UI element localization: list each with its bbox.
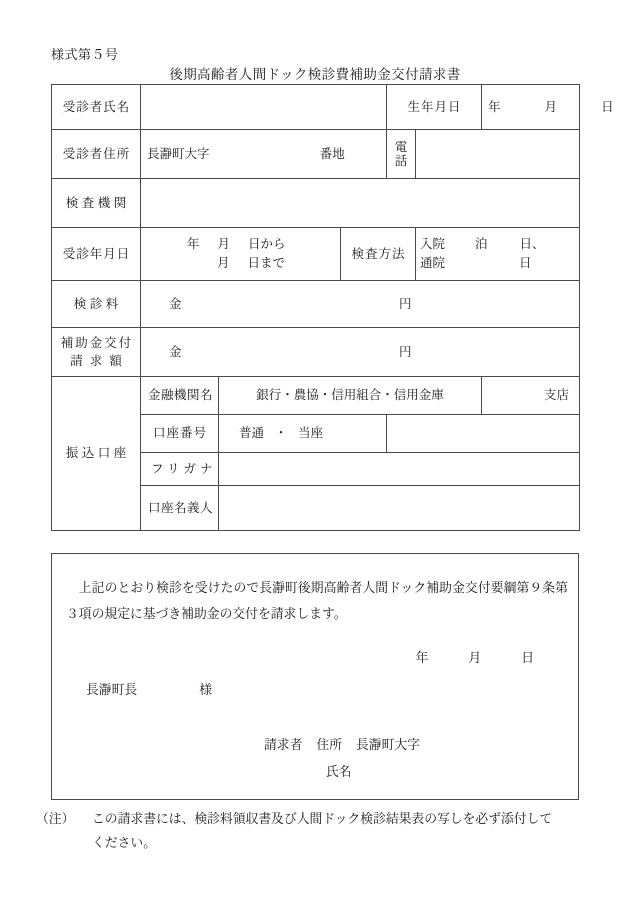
method-outpatient-days: 日 <box>519 256 532 270</box>
addressee-line <box>86 679 212 698</box>
label-institution-text: 検査機関 <box>65 195 130 210</box>
table-row-patient-name <box>52 85 580 130</box>
label-phone <box>387 130 416 179</box>
label-exam-date <box>52 228 141 281</box>
table-row-institution <box>52 179 580 228</box>
field-exam-method[interactable] <box>416 228 580 281</box>
label-bank-institution-name <box>141 377 219 415</box>
addressee-name: 長瀞町長 <box>86 683 138 697</box>
label-exam-fee <box>52 281 141 328</box>
statement-date[interactable] <box>416 647 534 666</box>
claimant-label: 請求者 <box>264 738 303 752</box>
exam-from-year: 年 <box>187 237 200 252</box>
birth-date-year: 年 <box>488 99 501 114</box>
label-exam-date-text: 受診年月日 <box>62 246 131 261</box>
account-type-futsu[interactable]: 普通 <box>239 426 265 441</box>
table-row-exam-fee <box>52 281 580 328</box>
method-inpatient-nights: 泊 <box>475 237 488 252</box>
label-account-number-text: 口座番号 <box>152 426 207 441</box>
exam-from-day: 日から <box>248 237 286 252</box>
label-exam-fee-text: 検診料 <box>73 296 122 311</box>
method-inpatient: 入院 <box>420 237 446 252</box>
label-claim-amount-line1: 補助金交付 <box>60 335 134 350</box>
document-title: 後期高齢者人間ドック検診費補助金交付請求書 <box>169 67 461 82</box>
table-row-bank-institution <box>52 377 580 415</box>
label-patient-address <box>52 130 141 179</box>
label-account-number <box>141 415 219 453</box>
label-patient-address-text: 受診者住所 <box>62 146 131 161</box>
field-account-number[interactable] <box>387 415 580 453</box>
label-bank-institution-name-text: 金融機関名 <box>148 388 214 403</box>
field-account-holder[interactable] <box>219 486 580 531</box>
footer-note-marker: （注） <box>36 812 75 826</box>
claimant-address-prefix[interactable]: 長瀞町大字 <box>355 738 420 752</box>
birth-date-day: 日 <box>601 99 614 114</box>
footer-note-line1: この請求書には、検診料領収書及び人間ドック検診結果表の写しを必ず添付して <box>92 812 553 826</box>
field-birth-date[interactable] <box>482 85 614 130</box>
statement-date-day: 日 <box>521 651 534 665</box>
account-type-toza[interactable]: 当座 <box>298 426 324 441</box>
method-outpatient: 通院 <box>420 256 446 270</box>
label-exam-method <box>341 228 416 281</box>
label-institution <box>52 179 141 228</box>
label-account-holder <box>141 486 219 531</box>
label-birth-date-text: 生年月日 <box>407 99 462 114</box>
label-account-holder-text: 口座名義人 <box>148 500 214 515</box>
label-patient-name-text: 受診者氏名 <box>62 99 131 114</box>
exam-to-month: 月 <box>217 256 230 270</box>
address-suffix: 番地 <box>319 146 345 161</box>
addressee-honorific: 様 <box>199 683 212 697</box>
footer-note <box>36 808 596 855</box>
label-phone-char2: 話 <box>394 154 408 168</box>
bank-institution-types: 銀行・農協・信用組合・信用金庫 <box>256 388 444 403</box>
birth-date-month: 月 <box>544 99 558 114</box>
statement-text: 上記のとおり検診を受けたので長瀞町後期高齢者人間ドック補助金交付要綱第９条第３項の規定に基づき補助金の交付を請求します。 <box>66 581 568 621</box>
account-type-separator: ・ <box>274 426 288 441</box>
claim-amount-yen: 円 <box>399 344 412 359</box>
footer-note-line2: ください。 <box>92 835 156 850</box>
exam-to-day: 日まで <box>247 256 286 270</box>
label-birth-date <box>387 85 482 130</box>
label-claim-amount <box>52 328 141 377</box>
field-phone[interactable] <box>416 130 580 179</box>
field-bank-institution-name[interactable] <box>219 377 482 415</box>
field-exam-date-range[interactable] <box>141 228 341 281</box>
form-number: 様式第５号 <box>51 47 119 62</box>
label-exam-method-text: 検査方法 <box>351 246 406 261</box>
main-form-table <box>51 84 614 531</box>
statement-date-year: 年 <box>415 651 429 665</box>
table-row-claim-amount <box>52 328 580 377</box>
claimant-block <box>264 732 420 786</box>
claimant-address-label: 住所 <box>316 738 342 752</box>
exam-fee-kin: 金 <box>169 296 182 311</box>
field-patient-address[interactable] <box>141 130 387 179</box>
address-prefix: 長瀞町大字 <box>147 146 210 161</box>
label-furigana-text: フリガナ <box>151 461 217 476</box>
field-bank-branch[interactable] <box>482 377 580 415</box>
statement-block <box>51 553 579 800</box>
field-exam-fee[interactable] <box>141 281 580 328</box>
claimant-name-label: 氏名 <box>326 764 352 779</box>
claim-amount-kin: 金 <box>169 344 182 359</box>
label-bank-account <box>52 377 141 531</box>
exam-from-month: 月 <box>217 237 231 252</box>
statement-date-month: 月 <box>468 651 482 665</box>
bank-branch-label: 支店 <box>544 388 570 403</box>
table-row-patient-address <box>52 130 580 179</box>
table-row-exam-date <box>52 228 580 281</box>
field-institution[interactable] <box>141 179 580 228</box>
field-account-type[interactable] <box>219 415 387 453</box>
label-phone-char1: 電 <box>394 140 408 154</box>
method-inpatient-days: 日、 <box>519 237 545 252</box>
label-bank-account-text: 振込口座 <box>65 446 130 461</box>
field-furigana[interactable] <box>219 453 580 486</box>
field-claim-amount[interactable] <box>141 328 580 377</box>
label-claim-amount-line2: 請求額 <box>70 354 129 368</box>
field-patient-name[interactable] <box>141 85 387 130</box>
label-furigana <box>141 453 219 486</box>
exam-fee-yen: 円 <box>399 296 412 311</box>
label-patient-name <box>52 85 141 130</box>
